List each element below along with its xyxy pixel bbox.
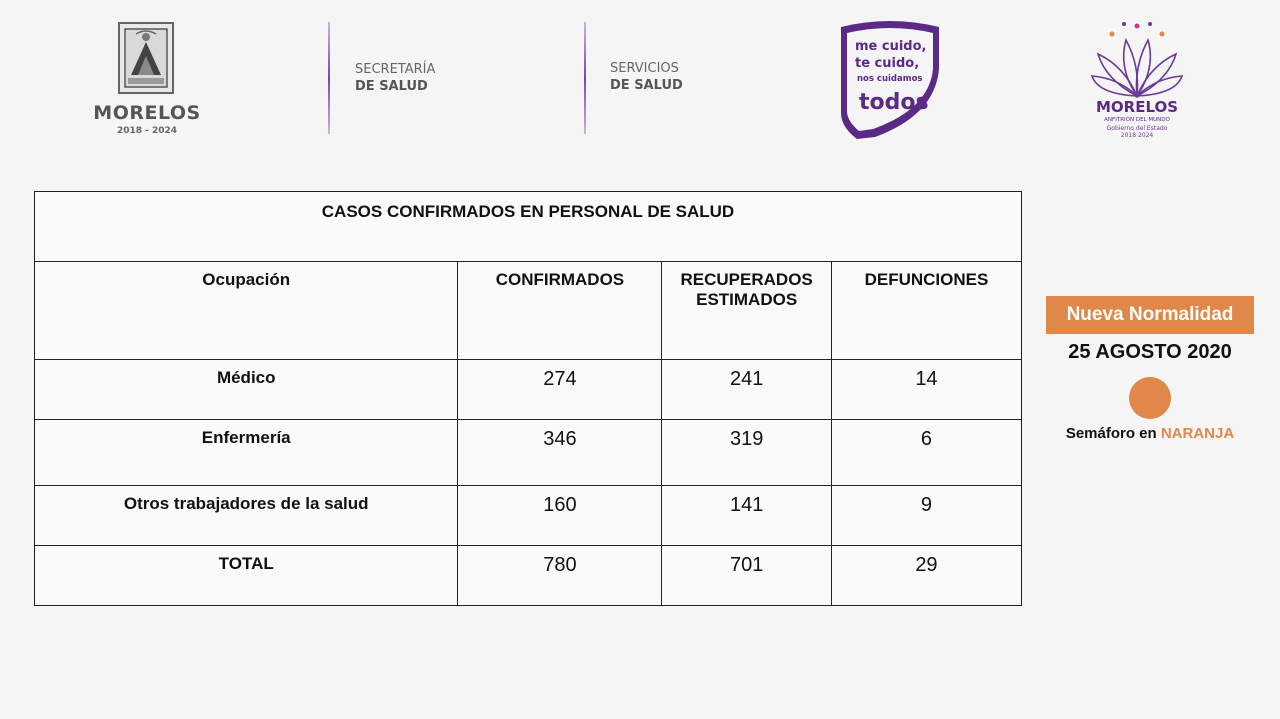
occupation-cell: Enfermería xyxy=(35,420,458,486)
campaign-line2: te cuido, xyxy=(855,56,920,71)
table-row xyxy=(35,486,1022,546)
recuperados-cell: 241 xyxy=(662,360,832,420)
table-total-row xyxy=(35,546,1022,606)
occupation-cell: Médico xyxy=(35,360,458,420)
total-defunciones-cell: 29 xyxy=(831,546,1021,606)
campaign-line1: me cuido, xyxy=(855,39,927,54)
morelos-logo xyxy=(92,20,202,138)
morelos-logo-name: MORELOS xyxy=(93,102,201,124)
confirmados-cell: 274 xyxy=(458,360,662,420)
servicios-line2: DE SALUD xyxy=(610,78,683,93)
table-row xyxy=(35,420,1022,486)
secretaria-line1: SECRETARÍA xyxy=(355,62,436,77)
column-header-ocupacion: Ocupación xyxy=(35,262,458,360)
report-date: 25 AGOSTO 2020 xyxy=(1068,341,1232,363)
table-header-row xyxy=(35,262,1022,360)
government-logo-years: 2018 2024 xyxy=(1120,132,1154,139)
government-lotus-logo xyxy=(1088,18,1186,142)
occupation-cell: Otros trabajadores de la salud xyxy=(35,486,458,546)
defunciones-cell: 9 xyxy=(831,486,1021,546)
servicios-line1: SERVICIOS xyxy=(610,61,679,76)
government-logo-tagline: ANFITRIÓN DEL MUNDO xyxy=(1104,117,1170,123)
government-logo-name: MORELOS xyxy=(1095,98,1179,116)
recuperados-cell: 319 xyxy=(662,420,832,486)
defunciones-cell: 6 xyxy=(831,420,1021,486)
health-personnel-cases-table xyxy=(34,191,1022,606)
semaforo-color-word: NARANJA xyxy=(1160,425,1235,442)
semaforo-prefix: Semáforo en xyxy=(1065,425,1161,442)
header-divider xyxy=(584,22,586,134)
defunciones-cell: 14 xyxy=(831,360,1021,420)
semaforo-status xyxy=(1040,425,1260,442)
confirmados-cell: 346 xyxy=(458,420,662,486)
government-logo-line3: Gobierno del Estado xyxy=(1106,125,1168,132)
semaforo-indicator-icon xyxy=(1129,377,1171,419)
total-confirmados-cell: 780 xyxy=(458,546,662,606)
campaign-line3: nos cuidamos xyxy=(857,74,923,84)
table-title-row xyxy=(35,192,1022,262)
state-seal-icon xyxy=(116,20,176,96)
campaign-line4: todos xyxy=(859,90,929,115)
total-label-cell: TOTAL xyxy=(35,546,458,606)
secretaria-de-salud-label xyxy=(355,61,435,95)
header-divider xyxy=(328,22,330,134)
recuperados-cell: 141 xyxy=(662,486,832,546)
secretaria-line2: DE SALUD xyxy=(355,79,428,94)
column-header-recuperados: RECUPERADOS ESTIMADOS xyxy=(662,262,832,360)
confirmados-cell: 160 xyxy=(458,486,662,546)
table-title: CASOS CONFIRMADOS EN PERSONAL DE SALUD xyxy=(35,192,1022,262)
campaign-shield-logo xyxy=(835,17,945,141)
total-recuperados-cell: 701 xyxy=(662,546,832,606)
column-header-confirmados: CONFIRMADOS xyxy=(458,262,662,360)
servicios-de-salud-label xyxy=(610,60,683,94)
morelos-logo-years: 2018 - 2024 xyxy=(116,126,178,136)
nueva-normalidad-badge: Nueva Normalidad xyxy=(1046,296,1254,334)
table-row xyxy=(35,360,1022,420)
column-header-defunciones: DEFUNCIONES xyxy=(831,262,1021,360)
